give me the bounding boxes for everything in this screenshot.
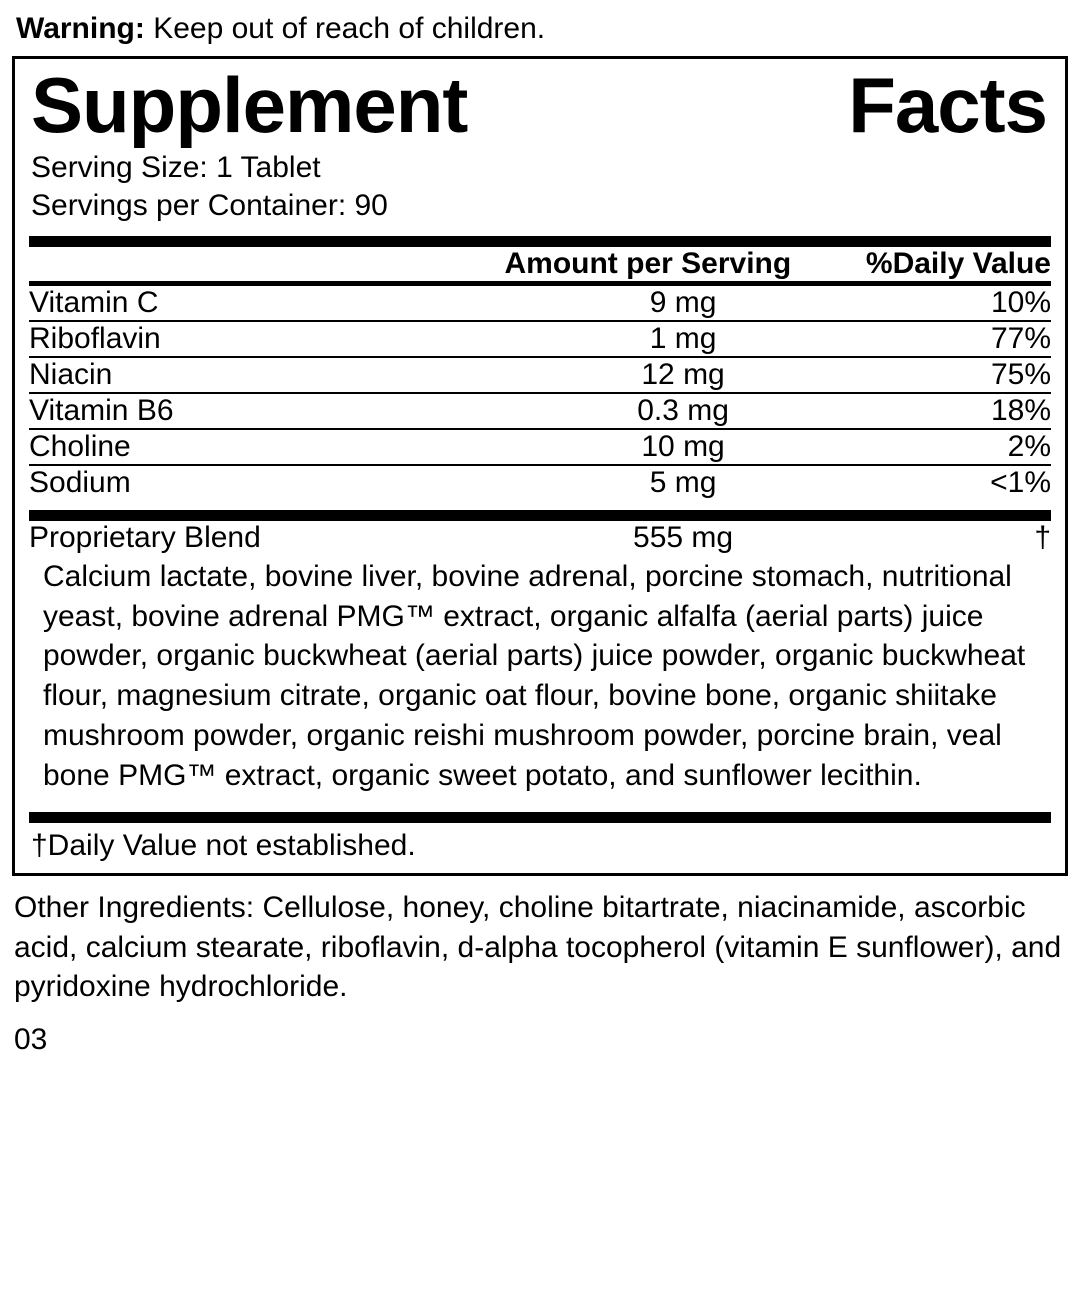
header-daily-value: %Daily Value xyxy=(865,246,1051,280)
nutrient-dv: 75% xyxy=(847,357,1051,393)
header-nutrient xyxy=(29,247,504,281)
other-ingredients: Other Ingredients: Cellulose, honey, choline bitartrate, niacinamide, ascorbic acid, calcium stearate, riboflavin, d-alpha tocopherol (vitamin E sunflower), and pyridoxine hydrochloride. xyxy=(14,891,1062,1004)
blend-name: Proprietary Blend xyxy=(29,520,261,554)
nutrient-amount: 5 mg xyxy=(520,465,847,500)
nutrient-name: Choline xyxy=(29,429,520,465)
blend-row xyxy=(29,521,1051,555)
table-row xyxy=(29,357,1051,393)
panel-title-facts: Facts xyxy=(848,61,1047,149)
blend-dv: † xyxy=(1034,520,1051,554)
nutrient-name: Sodium xyxy=(29,465,520,500)
serving-size: Serving Size: 1 Tablet xyxy=(31,150,321,184)
nutrient-amount: 9 mg xyxy=(649,285,717,319)
blend-amount: 555 mg xyxy=(633,520,734,554)
proprietary-blend-table xyxy=(29,521,1051,555)
table-header-row xyxy=(29,247,1051,281)
daily-value-note: †Daily Value not established. xyxy=(31,829,416,863)
warning-line xyxy=(12,0,1068,56)
panel-title-supplement: Supplement xyxy=(31,61,468,149)
nutrient-name: Vitamin C xyxy=(29,285,159,319)
panel-title xyxy=(29,59,1051,149)
nutrient-rows xyxy=(29,286,1051,500)
nutrient-dv: 10% xyxy=(990,285,1051,319)
warning-label: Warning: xyxy=(16,12,145,45)
table-row xyxy=(29,429,1051,465)
table-row xyxy=(29,286,1051,321)
table-row xyxy=(29,321,1051,357)
servings-per-container: Servings per Container: 90 xyxy=(31,189,388,223)
nutrient-amount: 0.3 mg xyxy=(520,393,847,429)
nutrient-dv: <1% xyxy=(847,465,1051,500)
nutrient-name: Vitamin B6 xyxy=(29,393,520,429)
nutrient-dv: 2% xyxy=(847,429,1051,465)
nutrient-dv: 77% xyxy=(847,321,1051,357)
header-amount-per-serving: Amount per Serving xyxy=(504,246,792,280)
table-row xyxy=(29,465,1051,500)
nutrient-name: Riboflavin xyxy=(29,321,520,357)
divider-thick-top xyxy=(29,236,1051,247)
nutrient-amount: 10 mg xyxy=(520,429,847,465)
divider-below-blend xyxy=(29,812,1051,823)
nutrient-name: Niacin xyxy=(29,357,520,393)
revision-code: 03 xyxy=(14,1022,48,1056)
table-row xyxy=(29,393,1051,429)
divider-above-blend xyxy=(29,510,1051,521)
supplement-facts-panel xyxy=(12,56,1068,876)
nutrition-table xyxy=(29,247,1051,281)
nutrient-amount: 12 mg xyxy=(520,357,847,393)
nutrient-amount: 1 mg xyxy=(520,321,847,357)
warning-text: Keep out of reach of children. xyxy=(144,12,546,45)
blend-ingredients: Calcium lactate, bovine liver, bovine adrenal, porcine stomach, nutritional yeast, bovine adrenal PMG™ extract, organic alfalfa (aerial parts) juice powder, organic buckwheat (aerial parts) juice powder, organic buckwheat flour, magnesium citrate, organic oat flour, bovine bone, organic shiitake mushroom powder, organic reishi mushroom powder, porcine brain, veal bone PMG™ extract, organic sweet potato, and sunflower lecithin. xyxy=(43,559,1026,793)
nutrient-dv: 18% xyxy=(847,393,1051,429)
